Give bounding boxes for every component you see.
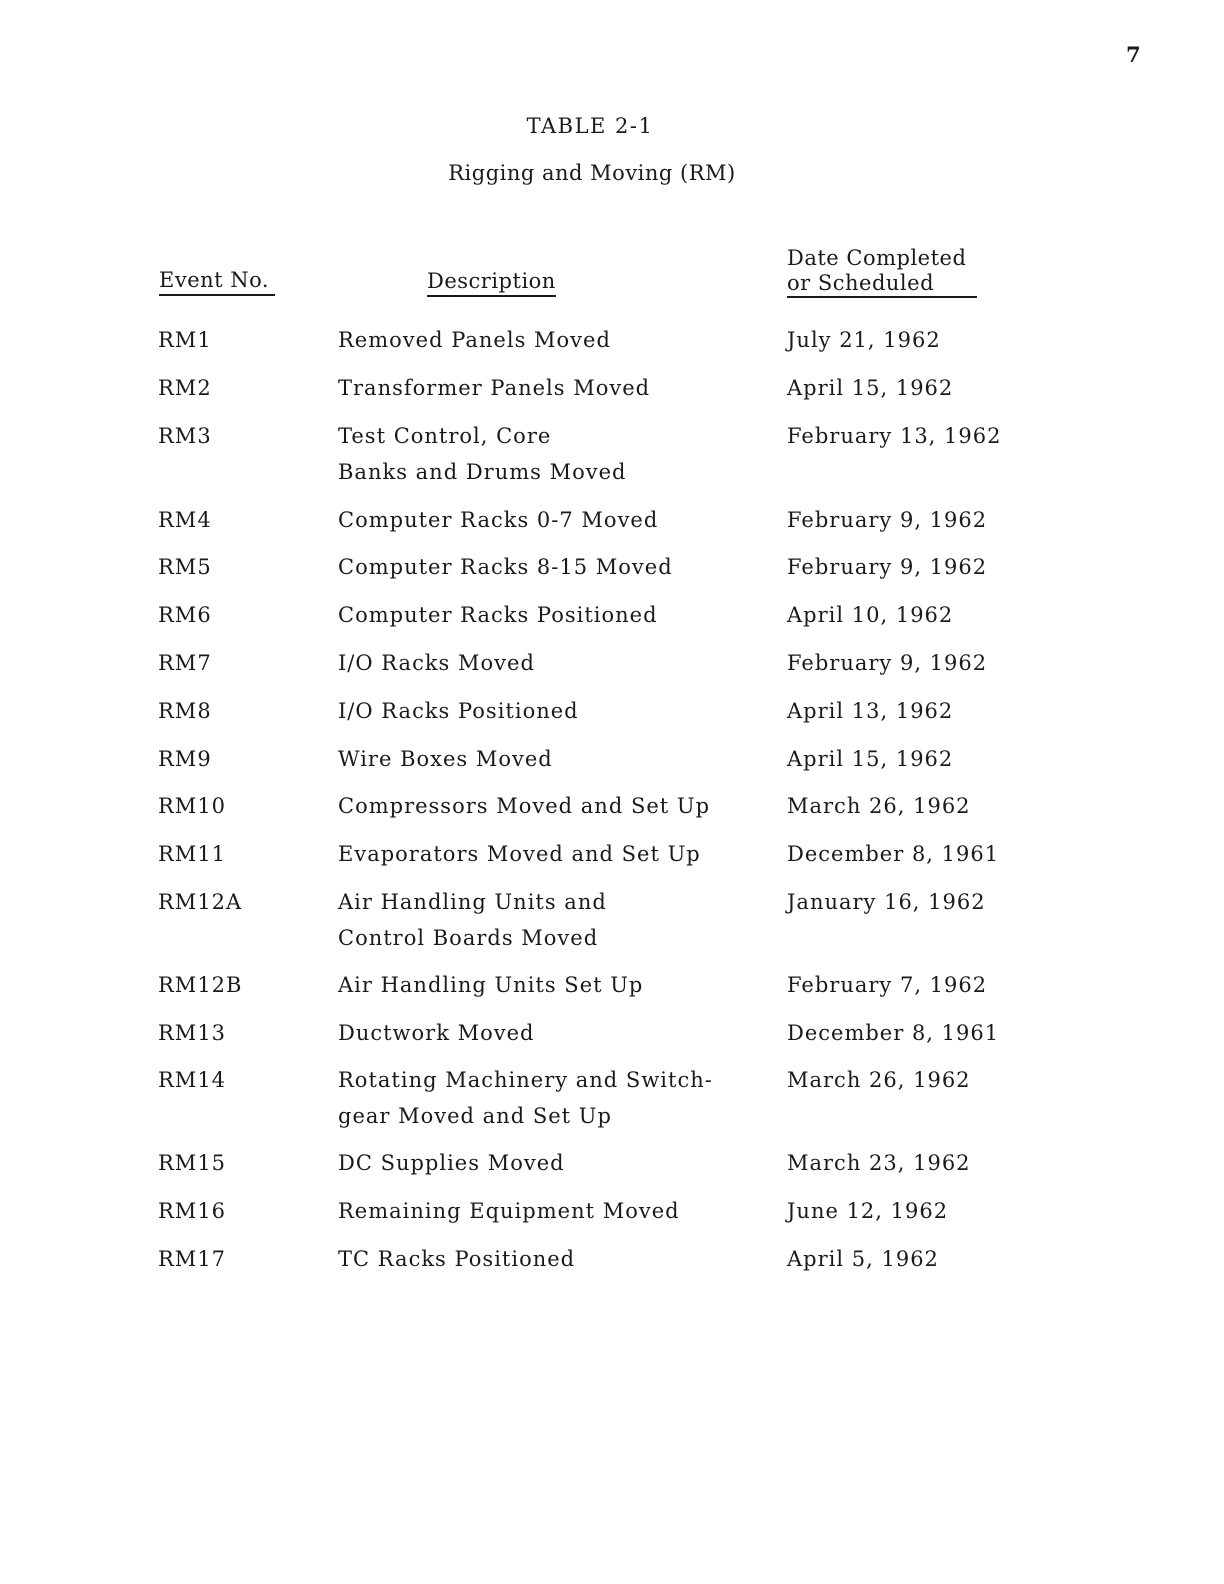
event-date: February 7, 1962 <box>787 973 988 997</box>
event-date: February 9, 1962 <box>787 651 988 675</box>
header-date-line1: Date Completed <box>787 246 967 270</box>
event-number: RM13 <box>158 1021 227 1045</box>
event-date: April 5, 1962 <box>787 1247 939 1271</box>
event-date: June 12, 1962 <box>787 1199 949 1223</box>
event-number: RM6 <box>158 603 212 627</box>
event-date: March 26, 1962 <box>787 794 971 818</box>
page-number: 7 <box>1126 42 1141 67</box>
event-number: RM10 <box>158 794 227 818</box>
event-description: Ductwork Moved <box>338 1021 535 1045</box>
event-date: February 9, 1962 <box>787 508 988 532</box>
event-number: RM17 <box>158 1247 227 1271</box>
event-date: December 8, 1961 <box>787 1021 1000 1045</box>
event-number: RM12A <box>158 890 243 914</box>
event-description: Computer Racks 0-7 Moved <box>338 508 659 532</box>
header-description: Description <box>427 269 556 297</box>
event-date: July 21, 1962 <box>787 328 941 352</box>
event-number: RM5 <box>158 555 212 579</box>
event-description: Remaining Equipment Moved <box>338 1199 680 1223</box>
event-date: January 16, 1962 <box>787 890 986 914</box>
event-number: RM3 <box>158 424 212 448</box>
event-number: RM15 <box>158 1151 227 1175</box>
event-number: RM4 <box>158 508 212 532</box>
event-description: Evaporators Moved and Set Up <box>338 842 701 866</box>
event-date: April 15, 1962 <box>787 747 954 771</box>
event-number: RM11 <box>158 842 227 866</box>
event-number: RM7 <box>158 651 212 675</box>
header-event-no: Event No. <box>159 268 275 296</box>
event-description: Removed Panels Moved <box>338 328 611 352</box>
event-date: March 26, 1962 <box>787 1068 971 1092</box>
event-date: February 9, 1962 <box>787 555 988 579</box>
event-date: February 13, 1962 <box>787 424 1002 448</box>
event-date: April 13, 1962 <box>787 699 954 723</box>
event-date: March 23, 1962 <box>787 1151 971 1175</box>
event-date: December 8, 1961 <box>787 842 1000 866</box>
event-date: April 15, 1962 <box>787 376 954 400</box>
event-description: Rotating Machinery and Switch- gear Moved and Set Up <box>338 1068 713 1128</box>
event-number: RM1 <box>158 328 212 352</box>
table-title: Rigging and Moving (RM) <box>448 161 736 185</box>
event-number: RM12B <box>158 973 243 997</box>
event-number: RM2 <box>158 376 212 400</box>
event-number: RM16 <box>158 1199 227 1223</box>
event-description: Air Handling Units Set Up <box>338 973 644 997</box>
event-description: Compressors Moved and Set Up <box>338 794 711 818</box>
event-description: DC Supplies Moved <box>338 1151 565 1175</box>
event-number: RM8 <box>158 699 212 723</box>
event-description: Computer Racks 8-15 Moved <box>338 555 673 579</box>
header-date-line2: or Scheduled <box>787 271 935 295</box>
event-description: Test Control, Core Banks and Drums Moved <box>338 424 627 484</box>
event-number: RM14 <box>158 1068 227 1092</box>
event-description: I/O Racks Moved <box>338 651 535 675</box>
event-description: TC Racks Positioned <box>338 1247 576 1271</box>
event-description: Transformer Panels Moved <box>338 376 651 400</box>
table-label: TABLE 2-1 <box>526 114 654 138</box>
event-date: April 10, 1962 <box>787 603 954 627</box>
event-description: Computer Racks Positioned <box>338 603 658 627</box>
event-description: Air Handling Units and Control Boards Moved <box>338 890 607 950</box>
event-number: RM9 <box>158 747 212 771</box>
event-description: Wire Boxes Moved <box>338 747 553 771</box>
event-description: I/O Racks Positioned <box>338 699 579 723</box>
